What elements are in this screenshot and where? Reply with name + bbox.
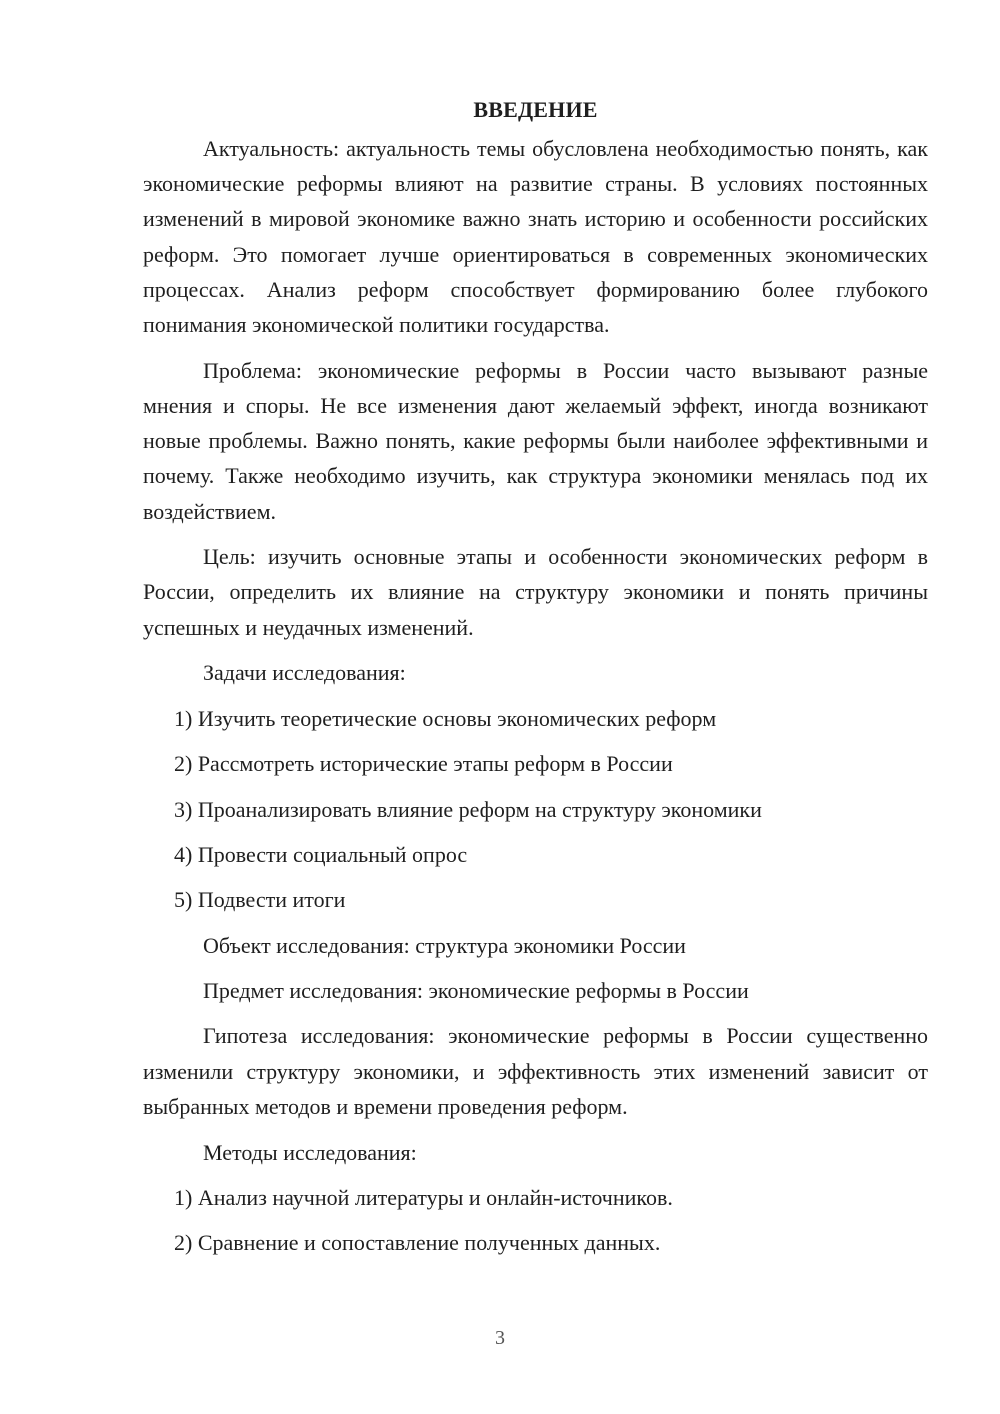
method-item: 1) Анализ научной литературы и онлайн-источников. (174, 1184, 673, 1210)
task-item: 2) Рассмотреть исторические этапы реформ в России (174, 751, 673, 777)
methods-list (143, 1180, 928, 1261)
problem-paragraph: Проблема: экономические реформы в России часто вызывают разные мнения и споры. Не все изменения дают желаемый эффект, иногда возникают новые проблемы. Важно понять, какие реформы были наиболее эффективными и почему. Также необходимо изучить, как структура экономики менялась под их воздействием. (143, 357, 928, 524)
relevance-paragraph: Актуальность: актуальность темы обусловлена необходимостью понять, как экономические реформы влияют на развитие страны. В условиях постоянных изменений в мировой экономике важно знать историю и особенности российских реформ. Это помогает лучше ориентироваться в современных экономических процессах. Анализ реформ способствует формированию более глубокого понимания экономической политики государства. (143, 136, 928, 338)
method-item: 2) Сравнение и сопоставление полученных данных. (174, 1230, 661, 1256)
subject-line: Предмет исследования: экономические реформы в России (203, 978, 749, 1004)
tasks-title: Задачи исследования: (203, 660, 406, 686)
page-number: 3 (495, 1327, 505, 1349)
task-item: 4) Провести социальный опрос (174, 841, 468, 867)
methods-title: Методы исследования: (203, 1139, 417, 1165)
goal-paragraph: Цель: изучить основные этапы и особенности экономических реформ в России, определить их влияние на структуру экономики и понять причины успешных и неудачных изменений. (143, 544, 928, 640)
task-item: 1) Изучить теоретические основы экономических реформ (174, 705, 717, 731)
hypothesis-paragraph: Гипотеза исследования: экономические реформы в России существенно изменили структуру экономики, и эффективность этих изменений зависит от выбранных методов и времени проведения реформ. (143, 1023, 928, 1119)
section-heading: ВВЕДЕНИЕ (473, 97, 598, 122)
page-content (143, 92, 928, 1271)
task-item: 3) Проанализировать влияние реформ на структуру экономики (174, 796, 762, 822)
object-line: Объект исследования: структура экономики России (203, 932, 686, 958)
tasks-list (143, 701, 928, 918)
task-item: 5) Подвести итоги (174, 887, 346, 913)
